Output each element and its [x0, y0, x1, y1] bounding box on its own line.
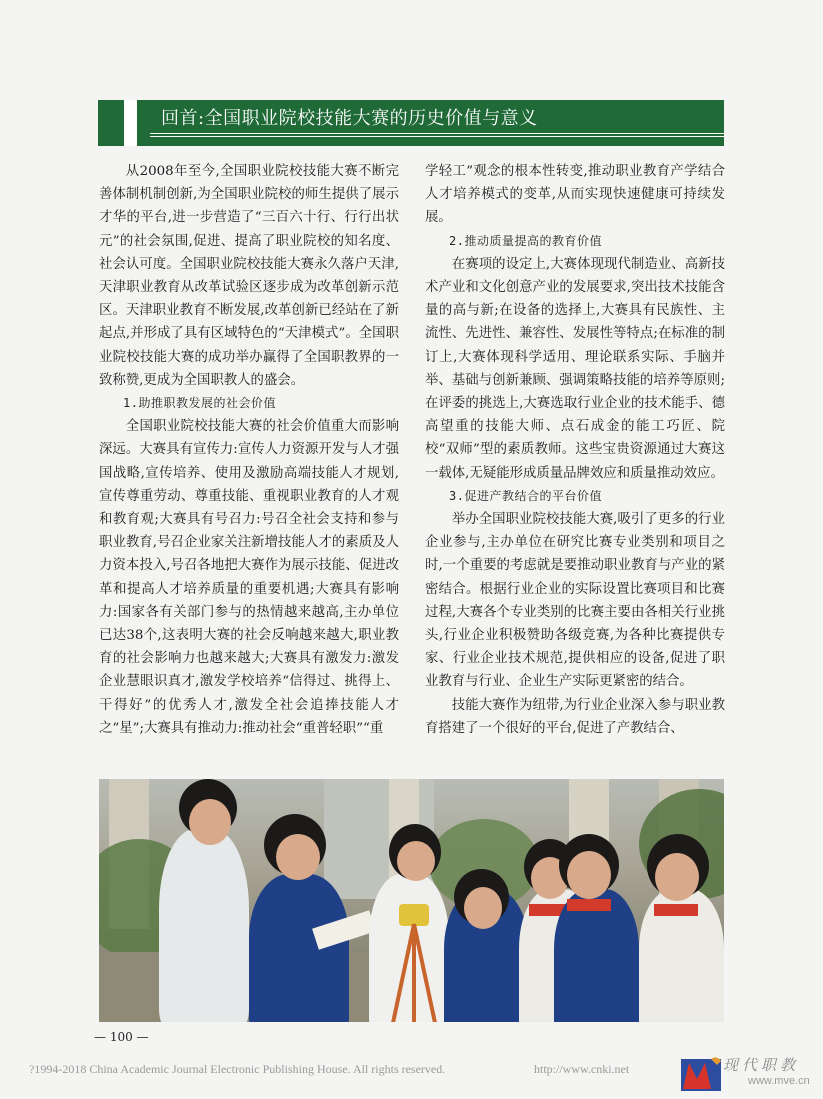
right-column: [425, 160, 725, 740]
bridge-paragraph: 技能大赛作为纽带,为行业企业深入参与职业教育搭建了一个很好的平台,促进了产教结合、: [425, 697, 725, 736]
education-value-paragraph: 在赛项的设定上,大赛体现现代制造业、高新技术产业和文化创意产业的发展要求,突出技术技能含量的高与新;在设备的选择上,大赛具有民族性、主流性、先进性、兼容性、发展性等特点;在标准的制订上,大赛体现科学适用、理论联系实际、手脑并举、基础与创新兼顾、强调策略技能的培养等原则;在评委的挑选上,大赛选取行业企业的技术能手、德高望重的技能大师、点石成金的能工巧匠、院校“双师”型的素质教师。这些宝贵资源通过大赛这一载体,无疑能形成质量品牌效应和质量推动效应。: [425, 256, 725, 481]
page-number: — 100 —: [94, 1030, 149, 1044]
banner-rule-bottom: [150, 136, 724, 137]
left-column: [99, 160, 399, 740]
students-surveying-photo: [99, 779, 724, 1022]
subheading-platform-value: 3.促进产教结合的平台价值: [449, 488, 602, 503]
social-value-paragraph: 全国职业院校技能大赛的社会价值重大而影响深远。大赛具有宣传力:宣传人力资源开发与人才强国战略,宣传培养、使用及激励高端技能人才规划,宣传尊重劳动、尊重技能、重视职业教育的人才观和教育观;大赛具有号召力:号召全社会支持和参与职业教育,号召企业家关注新增技能人才的素质及人力资本投入,号召各地把大赛作为展示技能、促进改革和提高人才培养质量的重要机遇;大赛具有影响力:国家各有关部门参与的热情越来越高,主办单位已达38个,这表明大赛的社会反响越来越大,职业教育的社会影响力也越来越大;大赛具有激发力:激发企业慧眼识真才,激发学校培养“信得过、挑得上、干得好”的优秀人才,激发全社会追捧技能人才之“星”;大赛具有推动力:推动社会“重普轻职”“重: [99, 419, 399, 736]
mve-logo-icon: [681, 1055, 721, 1091]
section-banner: [98, 100, 724, 146]
banner-accent-bar: [124, 100, 137, 146]
subheading-social-value: 1.助推职教发展的社会价值: [123, 396, 276, 411]
intro-paragraph: 从2008年至今,全国职业院校技能大赛不断完善体制机制创新,为全国职业院校的师生提供了展示才华的平台,进一步营造了“三百六十行、行行出状元”的社会氛围,促进、提高了职业院校的知名度、社会认可度。全国职业院校技能大赛永久落户天津,天津职业教育从改革试验区逐步成为改革创新示范区。天津职业教育不断发展,改革创新已经站在了新起点,并形成了具有区域特色的“天津模式”。全国职业院校技能大赛的成功举办赢得了全国职教界的一致称赞,更成为全国职教人的盛会。: [99, 164, 399, 388]
platform-value-paragraph: 举办全国职业院校技能大赛,吸引了更多的行业企业参与,主办单位在研究比赛专业类别和项目之时,一个重要的考虑就是要推动职业教育与产业的紧密结合。根据行业企业的实际设置比赛项目和比赛过程,大赛各个专业类别的比赛主要由各相关行业挑头,行业企业积极赞助各级竞赛,为各种比赛提供专家、行业企业技术规范,提供相应的设备,促进了职业教育与行业、企业生产实际更紧密的结合。: [425, 512, 725, 690]
logo-url: www.mve.cn: [748, 1075, 810, 1087]
logo-name: 现代职教: [723, 1056, 800, 1074]
subheading-education-value: 2.推动质量提高的教育价值: [449, 233, 602, 248]
banner-rule-top: [150, 133, 724, 134]
footer-url: http://www.cnki.net: [534, 1062, 630, 1076]
footer-copyright: ?1994-2018 China Academic Journal Electronic Publishing House. All rights reserved.: [29, 1062, 446, 1076]
continuation-paragraph: 学轻工”观念的根本性转变,推动职业教育产学结合人才培养模式的变革,从而实现快速健康可持续发展。: [425, 164, 725, 226]
section-title: 回首:全国职业院校技能大赛的历史价值与意义: [161, 108, 538, 129]
